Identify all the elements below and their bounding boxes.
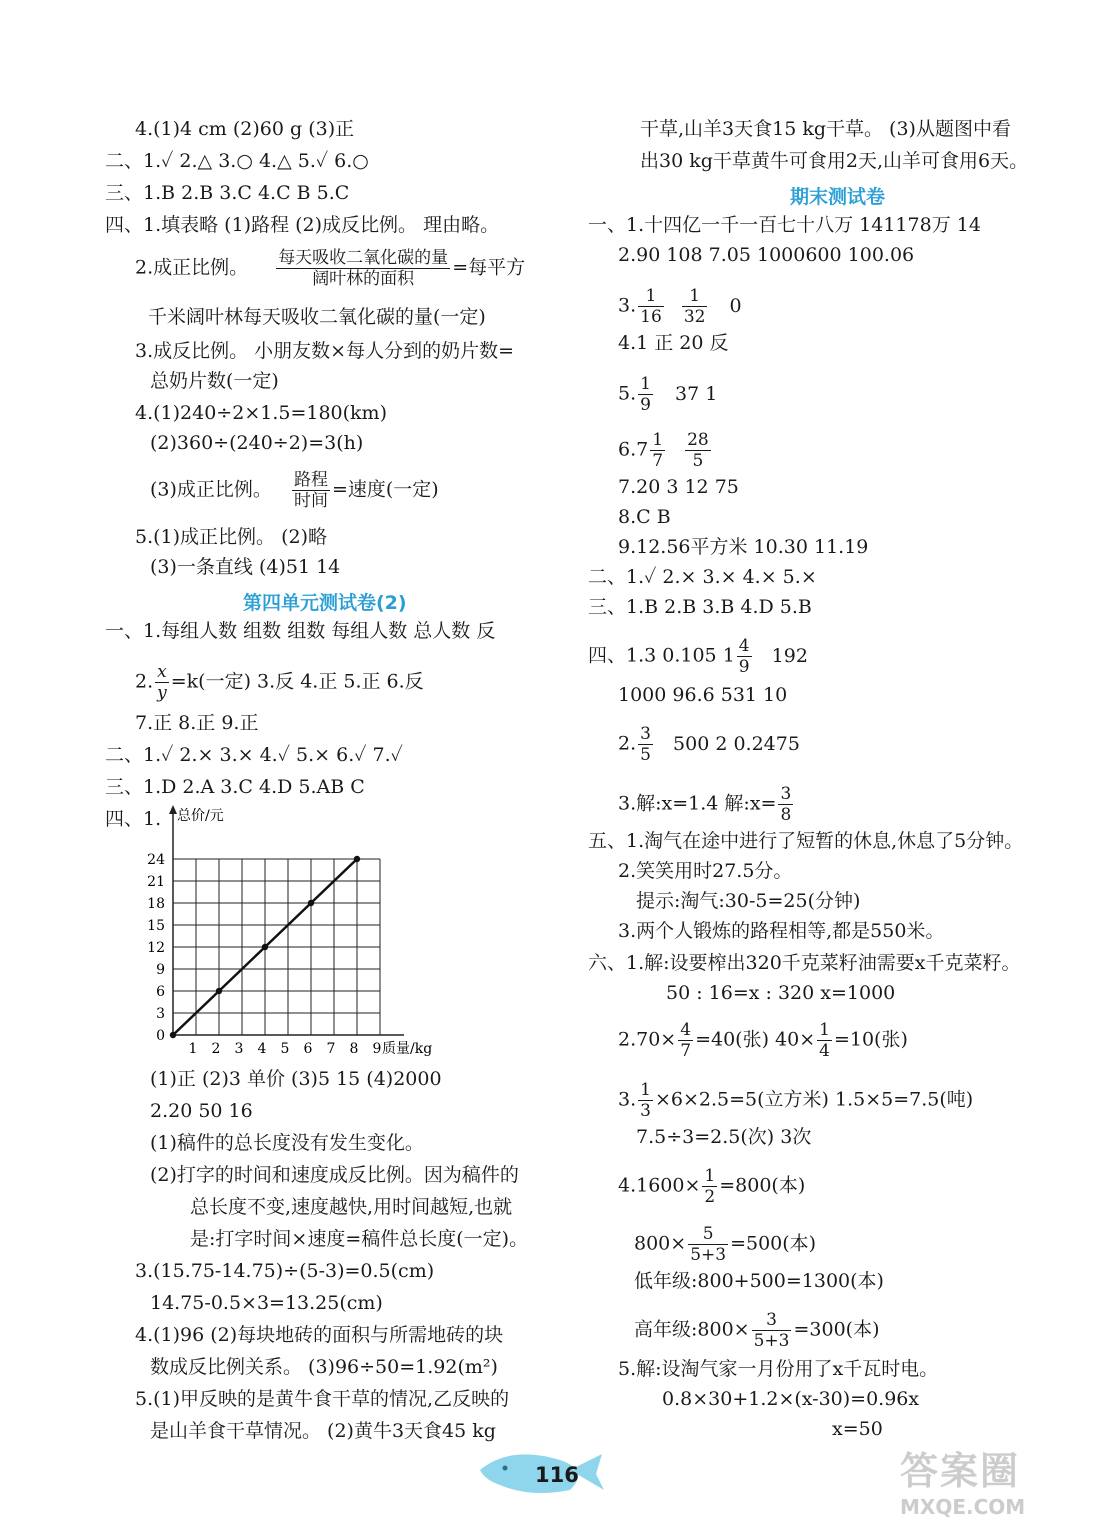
answer-text: 192 [771, 644, 808, 667]
answer-line [150, 470, 439, 511]
answer-line: 9.12.56平方米 10.30 11.19 [618, 536, 869, 558]
answer-line: 提示:淘气:30-5=25(分钟) [636, 890, 861, 912]
denominator: 5 [692, 451, 704, 471]
denominator: 32 [683, 307, 706, 327]
answer-text: =500(本) [730, 1232, 817, 1255]
answer-text: =40(张) 40× [695, 1028, 816, 1051]
denominator: 7 [652, 451, 664, 471]
answer-line: 是山羊食干草情况。 (2)黄牛3天食45 kg [150, 1420, 496, 1442]
data-point [262, 944, 268, 950]
numerator: 3 [780, 784, 792, 804]
answer-line [135, 248, 525, 289]
data-point [216, 988, 222, 994]
x-tick-label: 7 [326, 1041, 336, 1057]
answer-line: 50 : 16=x : 320 x=1000 [666, 982, 896, 1004]
fraction [752, 1310, 792, 1351]
answer-text: =速度(一定) [331, 478, 439, 501]
answer-text: 3. [618, 1088, 637, 1111]
numerator: 3 [640, 724, 651, 744]
answer-text: 高年级:800× [634, 1318, 750, 1341]
answer-text: =10(张) [833, 1028, 908, 1051]
answer-line: 总长度不变,速度越快,用时间越短,也就 [190, 1196, 513, 1218]
answer-line: (1)正 (2)3 单价 (3)5 15 (4)2000 [150, 1068, 442, 1090]
data-point [308, 900, 314, 906]
fraction [650, 430, 665, 471]
answer-line: 五、1.淘气在途中进行了短暂的休息,休息了5分钟。 [588, 830, 1024, 852]
answer-line: 六、1.解:设要榨出320千克菜籽油需要x千克菜籽。 [588, 952, 1021, 974]
answer-text: =800(本) [719, 1174, 806, 1197]
data-point [354, 856, 360, 862]
numerator: 1 [652, 430, 664, 450]
answer-line: 5.(1)成正比例。 (2)略 [135, 526, 327, 548]
data-point [170, 1032, 176, 1038]
fraction [638, 1080, 653, 1121]
watermark-url: MXQE.COM [900, 1495, 1026, 1519]
numerator: 28 [687, 430, 709, 450]
answer-text: 四、1.3 0.105 1 [588, 644, 735, 667]
denominator: y [157, 683, 167, 703]
numerator: x [155, 662, 169, 683]
x-tick-label: 6 [303, 1041, 313, 1057]
answer-line: 四、1. [105, 808, 162, 830]
fraction [155, 662, 169, 703]
answer-line: 7.20 3 12 75 [618, 476, 739, 498]
answer-line: 总奶片数(一定) [150, 370, 279, 392]
y-tick-label: 24 [147, 852, 165, 868]
section-heading: 第四单元测试卷(2) [243, 592, 407, 614]
answer-text: 0 [729, 294, 742, 317]
denominator: 5 [640, 745, 651, 765]
answer-line [618, 1020, 908, 1061]
answer-line [634, 1224, 816, 1265]
fraction [292, 470, 330, 511]
x-tick-label: 5 [280, 1041, 290, 1057]
answer-line: 2.20 50 16 [150, 1100, 253, 1122]
answer-text: 3.解:x=1.4 解:x= [618, 792, 777, 815]
answer-line: 千米阔叶林每天吸收二氧化碳的量(一定) [148, 306, 486, 328]
answer-line: 三、1.D 2.A 3.C 4.D 5.AB C [105, 776, 365, 798]
watermark [900, 1440, 1085, 1530]
answer-line: 二、1.✓ 2.× 3.× 4.✓ 5.× 6.✓ 7.✓ [105, 744, 403, 766]
answer-line [135, 662, 424, 703]
x-tick-label: 3 [234, 1041, 244, 1057]
answer-text: 37 1 [675, 382, 718, 405]
answer-line [618, 784, 795, 825]
answer-text: 3. [618, 294, 637, 317]
y-axis-label: 总价/元 [177, 808, 224, 824]
fraction [638, 374, 653, 415]
numerator: 1 [819, 1020, 830, 1040]
answer-line: 出30 kg干草黄牛可食用2天,山羊可食用6天。 [640, 150, 1029, 172]
answer-text: 500 2 0.2475 [673, 732, 800, 755]
answer-line: 一、1.每组人数 组数 组数 每组人数 总人数 反 [105, 620, 496, 642]
numerator: 4 [738, 636, 750, 656]
price-weight-chart [140, 800, 450, 1065]
answer-line: 一、1.十四亿一千一百七十八万 141178万 14 [588, 214, 981, 236]
answer-line: 14.75-0.5×3=13.25(cm) [150, 1292, 383, 1314]
y-tick-label: 3 [156, 1006, 165, 1022]
y-tick-label: 15 [147, 918, 165, 934]
y-tick-label: 21 [147, 874, 165, 890]
numerator: 3 [752, 1310, 792, 1331]
y-tick-label: 6 [156, 984, 165, 1000]
answer-line: 2.90 108 7.05 1000600 100.06 [618, 244, 915, 266]
answer-text: ×6×2.5=5(立方米) 1.5×5=7.5(吨) [654, 1088, 974, 1111]
x-tick-label: 4 [257, 1041, 267, 1057]
y-tick-label: 9 [156, 962, 165, 978]
answer-line: 4.1 正 20 反 [618, 332, 729, 354]
denominator: 3 [640, 1101, 651, 1121]
answer-line: 4.(1)4 cm (2)60 g (3)正 [135, 118, 355, 140]
numerator: 1 [640, 1080, 651, 1100]
fraction [688, 1224, 728, 1265]
answer-line: 三、1.B 2.B 3.C 4.C B 5.C [105, 182, 350, 204]
x-tick-label: 8 [349, 1041, 359, 1057]
fraction [737, 636, 752, 677]
answer-line: 2.笑笑用时27.5分。 [618, 860, 793, 882]
page-number: 116 [535, 1463, 579, 1487]
denominator: 8 [780, 805, 792, 825]
answer-line: 0.8×30+1.2×(x-30)=0.96x [662, 1388, 920, 1410]
answer-text: 6.7 [618, 438, 649, 461]
numerator: 1 [640, 374, 651, 394]
answer-line: 3.两个人锻炼的路程相等,都是550米。 [618, 920, 945, 942]
answer-text: 5. [618, 382, 637, 405]
numerator: 1 [638, 286, 664, 307]
y-tick-label: 18 [147, 896, 165, 912]
x-axis-label: 质量/kg [382, 1041, 433, 1057]
answer-line: 8.C B [618, 506, 671, 528]
numerator: 每天吸收二氧化碳的量 [278, 248, 449, 268]
answer-text: 4.1600× [618, 1174, 701, 1197]
answer-line [618, 724, 800, 765]
answer-line [618, 1080, 973, 1121]
fraction [702, 1166, 717, 1207]
answer-text: 2. [135, 670, 154, 693]
denominator: 4 [819, 1041, 830, 1061]
denominator: 16 [640, 307, 662, 327]
answer-line: 5.解:设淘气家一月份用了x千瓦时电。 [618, 1358, 939, 1380]
answer-text: 2.70× [618, 1028, 677, 1051]
fraction [638, 286, 664, 327]
answer-line: (3)一条直线 (4)51 14 [150, 556, 341, 578]
answer-line: 二、1.✓ 2.△ 3.○ 4.△ 5.✓ 6.○ [105, 150, 369, 172]
x-tick-label: 2 [211, 1041, 221, 1057]
denominator: 时间 [293, 491, 328, 511]
y-tick-label: 12 [147, 940, 165, 956]
numerator: 5 [688, 1224, 728, 1245]
answer-line: 7.正 8.正 9.正 [135, 712, 259, 734]
answer-line: 4.(1)240÷2×1.5=180(km) [135, 402, 387, 424]
answer-line: 数成反比例关系。 (3)96÷50=1.92(m²) [150, 1356, 498, 1378]
answer-line: x=50 [832, 1418, 883, 1440]
answer-line: (1)稿件的总长度没有发生变化。 [150, 1132, 424, 1154]
numerator: 路程 [293, 470, 328, 490]
answer-text: 2.成正比例。 [135, 256, 249, 279]
answer-line [588, 636, 808, 677]
answer-line: (2)打字的时间和速度成反比例。因为稿件的 [150, 1164, 519, 1186]
answer-line: 二、1.✓ 2.× 3.× 4.× 5.× [588, 566, 817, 588]
answer-line: 四、1.填表略 (1)路程 (2)成反比例。 理由略。 [105, 214, 500, 236]
y-tick-label: 0 [156, 1028, 165, 1044]
answer-text: 800× [634, 1232, 687, 1255]
answer-line: 3.(15.75-14.75)÷(5-3)=0.5(cm) [135, 1260, 435, 1282]
answer-line: 3.成反比例。 小朋友数×每人分到的奶片数= [135, 340, 515, 362]
numerator: 1 [704, 1166, 716, 1186]
fraction [685, 430, 711, 471]
answer-text: =每平方 [452, 256, 526, 279]
answer-line: 5.(1)甲反映的是黄牛食干草的情况,乙反映的 [135, 1388, 510, 1410]
fraction [276, 248, 450, 289]
numerator: 1 [682, 286, 708, 307]
section-heading: 期末测试卷 [790, 186, 886, 208]
watermark-text: 答案圈 [900, 1448, 1021, 1493]
fraction [778, 784, 793, 825]
answer-line: 低年级:800+500=1300(本) [634, 1270, 884, 1292]
denominator: 2 [704, 1187, 716, 1207]
answer-line [618, 430, 713, 471]
denominator: 5+3 [753, 1331, 790, 1351]
numerator: 4 [680, 1020, 692, 1040]
answer-line [634, 1310, 880, 1351]
answer-line: 7.5÷3=2.5(次) 3次 [636, 1126, 812, 1148]
fraction [682, 286, 708, 327]
answer-text: =k(一定) 3.反 4.正 5.正 6.反 [170, 670, 424, 693]
answer-line [618, 1166, 805, 1207]
denominator: 5+3 [690, 1245, 727, 1265]
answer-line: 4.(1)96 (2)每块地砖的面积与所需地砖的块 [135, 1324, 504, 1346]
fraction [678, 1020, 693, 1061]
answer-line [618, 286, 742, 327]
x-tick-label: 1 [188, 1041, 198, 1057]
answer-line: 是:打字时间×速度=稿件总长度(一定)。 [190, 1228, 529, 1250]
answer-line: 干草,山羊3天食15 kg干草。 (3)从题图中看 [640, 118, 1011, 140]
answer-line [618, 374, 717, 415]
denominator: 9 [640, 395, 651, 415]
denominator: 阔叶林的面积 [312, 269, 415, 289]
answer-text: 2. [618, 732, 637, 755]
answer-text: =300(本) [793, 1318, 880, 1341]
answer-line: 1000 96.6 531 10 [618, 684, 788, 706]
fraction [817, 1020, 832, 1061]
answer-line: 三、1.B 2.B 3.B 4.D 5.B [588, 596, 812, 618]
fraction [638, 724, 653, 765]
answer-text: (3)成正比例。 [150, 478, 272, 501]
denominator: 9 [738, 657, 750, 677]
answer-line: (2)360÷(240÷2)=3(h) [150, 432, 364, 454]
denominator: 7 [680, 1041, 692, 1061]
y-axis-arrow [169, 805, 177, 814]
x-tick-label: 9 [372, 1041, 382, 1057]
